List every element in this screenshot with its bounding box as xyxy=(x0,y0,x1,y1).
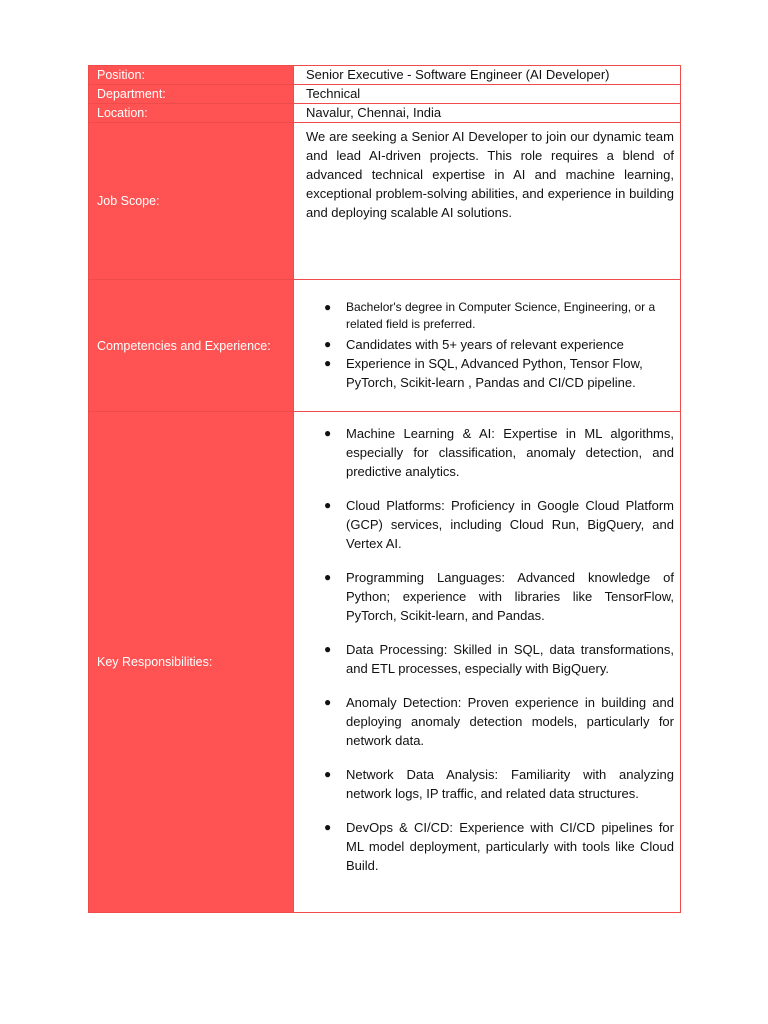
bullet-icon: ● xyxy=(324,820,332,834)
bullet-icon: ● xyxy=(324,300,332,314)
responsibility-text: Machine Learning & AI: Expertise in ML algorithms, especially for classification, anomaly detection, and predictive analytics. xyxy=(346,426,674,479)
bullet-icon: ● xyxy=(324,356,332,370)
bullet-icon: ● xyxy=(324,767,332,781)
department-label: Department: xyxy=(89,85,294,104)
job-scope-row xyxy=(89,123,681,280)
position-label: Position: xyxy=(89,66,294,85)
location-row xyxy=(89,104,681,123)
responsibility-text: Cloud Platforms: Proficiency in Google Cloud Platform (GCP) services, including Cloud Run, BigQuery, and Vertex AI. xyxy=(346,498,674,551)
responsibilities-label: Key Responsibilities: xyxy=(89,412,294,913)
job-scope-cell xyxy=(294,123,681,280)
competency-text: Experience in SQL, Advanced Python, Tensor Flow, PyTorch, Scikit-learn , Pandas and CI/CD pipeline. xyxy=(346,356,643,390)
competency-text: Candidates with 5+ years of relevant experience xyxy=(346,337,624,352)
competency-text: Bachelor's degree in Computer Science, Engineering, or a related field is preferred. xyxy=(346,300,656,331)
bullet-icon: ● xyxy=(324,337,332,351)
list-item xyxy=(306,299,674,333)
bullet-icon: ● xyxy=(324,642,332,656)
list-item xyxy=(306,640,674,678)
job-scope-label: Job Scope: xyxy=(89,123,294,280)
bullet-icon: ● xyxy=(324,498,332,512)
competencies-label: Competencies and Experience: xyxy=(89,280,294,412)
competencies-list xyxy=(306,299,674,392)
list-item xyxy=(306,335,674,354)
responsibility-text: Anomaly Detection: Proven experience in building and deploying anomaly detection models, particularly for network data. xyxy=(346,695,674,748)
bullet-icon: ● xyxy=(324,570,332,584)
location-label: Location: xyxy=(89,104,294,123)
list-item xyxy=(306,354,674,392)
responsibility-text: Data Processing: Skilled in SQL, data transformations, and ETL processes, especially with BigQuery. xyxy=(346,642,674,676)
bullet-icon: ● xyxy=(324,695,332,709)
list-item xyxy=(306,568,674,625)
list-item xyxy=(306,818,674,875)
responsibility-text: DevOps & CI/CD: Experience with CI/CD pipelines for ML model deployment, particularly with tools like Cloud Build. xyxy=(346,820,674,873)
department-value: Technical xyxy=(294,85,681,104)
list-item xyxy=(306,424,674,481)
bullet-icon: ● xyxy=(324,426,332,440)
position-row xyxy=(89,66,681,85)
competencies-cell xyxy=(294,280,681,412)
responsibilities-list xyxy=(306,424,674,875)
position-value: Senior Executive - Software Engineer (AI Developer) xyxy=(294,66,681,85)
list-item xyxy=(306,496,674,553)
responsibility-text: Programming Languages: Advanced knowledge of Python; experience with libraries like TensorFlow, PyTorch, Scikit-learn, and Pandas. xyxy=(346,570,674,623)
list-item xyxy=(306,693,674,750)
competencies-row xyxy=(89,280,681,412)
job-description-table xyxy=(88,65,681,913)
department-row xyxy=(89,85,681,104)
location-value: Navalur, Chennai, India xyxy=(294,104,681,123)
responsibility-text: Network Data Analysis: Familiarity with analyzing network logs, IP traffic, and related data structures. xyxy=(346,767,674,801)
list-item xyxy=(306,765,674,803)
job-scope-text: We are seeking a Senior AI Developer to join our dynamic team and lead AI-driven projects. This role requires a blend of advanced technical expertise in AI and machine learning, exceptional problem-solving abilities, and experience in building and deploying scalable AI solutions. xyxy=(306,129,674,220)
responsibilities-row xyxy=(89,412,681,913)
responsibilities-cell xyxy=(294,412,681,913)
